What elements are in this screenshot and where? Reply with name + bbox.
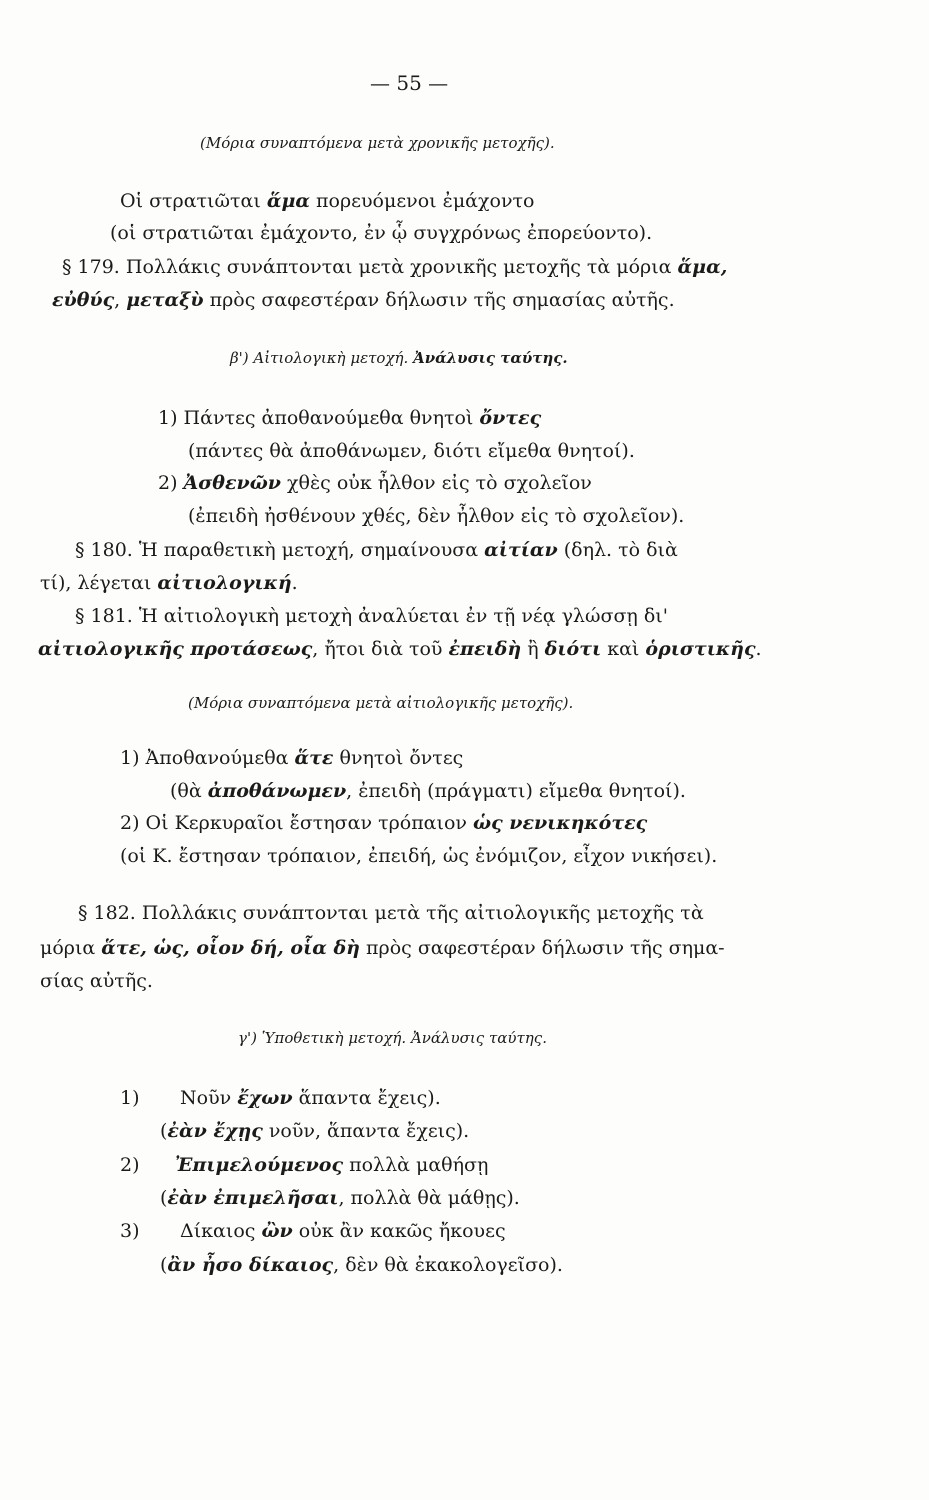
text: Ἀνάλυσις ταύτης.	[406, 1029, 547, 1047]
particle-example-2-paraphrase: (οἱ Κ. ἔστησαν τρόπαιον, ἐπειδή, ὡς ἐνόμιζον, εἶχον νικήσει).	[120, 845, 718, 867]
example-temporal-line	[120, 188, 534, 214]
keyword: ἅτε, ὡς, οἷον δή, οἷα δὴ	[101, 937, 360, 959]
conditional-example-3-paraphrase	[160, 1252, 563, 1278]
text: , πολλὰ θὰ μάθῃς).	[338, 1187, 520, 1209]
keyword: εὐθύς	[52, 289, 115, 311]
text: (	[160, 1254, 168, 1276]
section-179-line-2	[52, 287, 675, 313]
causal-example-1-paraphrase: (πάντες θὰ ἀποθάνωμεν, διότι εἴμεθα θνητοί).	[188, 440, 635, 462]
text: τί), λέγεται	[40, 572, 158, 594]
keyword: διότι	[544, 638, 602, 660]
text: μόρια	[40, 937, 102, 959]
conditional-example-3	[180, 1218, 506, 1244]
text: νοῦν, ἅπαντα ἔχεις).	[262, 1120, 470, 1142]
conditional-number-1: 1)	[120, 1087, 140, 1109]
text: (θὰ	[170, 780, 208, 802]
section-182-line-2	[40, 935, 725, 961]
keyword: ὁριστικῆς	[645, 638, 756, 660]
section-182-line-1: § 182. Πολλάκις συνάπτονται μετὰ τῆς αἰτιολογικῆς μετοχῆς τὰ	[78, 902, 704, 924]
heading-temporal-particles: (Μόρια συναπτόμενα μετὰ χρονικῆς μετοχῆς).	[200, 134, 555, 152]
text: (	[160, 1120, 168, 1142]
conditional-example-2	[175, 1152, 488, 1178]
text: .	[291, 572, 298, 594]
text: .	[755, 638, 762, 660]
text: Δίκαιος	[180, 1220, 262, 1242]
keyword: αἰτιολογικῆς προτάσεως	[38, 638, 313, 660]
text: § 179. Πολλάκις συνάπτονται μετὰ χρονικῆς μετοχῆς τὰ μόρια	[62, 256, 678, 278]
keyword: αἰτίαν	[484, 539, 558, 561]
text: καὶ	[601, 638, 646, 660]
conditional-number-2: 2)	[120, 1154, 140, 1176]
keyword: ἂν ἦσο δίκαιος	[167, 1254, 334, 1276]
text: 2)	[158, 472, 184, 494]
text: πορευόμενοι ἐμάχοντο	[310, 190, 535, 212]
keyword: ἅμα	[266, 190, 310, 212]
keyword: ἐπειδὴ	[448, 638, 522, 660]
conditional-example-1-paraphrase	[160, 1118, 469, 1144]
heading-causal-particles: (Μόρια συναπτόμενα μετὰ αἰτιολογικῆς μετοχῆς).	[188, 694, 574, 712]
keyword: Ἀσθενῶν	[183, 472, 281, 494]
text: χθὲς οὐκ ἦλθον εἰς τὸ σχολεῖον	[280, 472, 592, 494]
section-180-line-2	[40, 570, 298, 596]
text: 2) Οἱ Κερκυραῖοι ἔστησαν τρόπαιον	[120, 812, 473, 834]
keyword: ἐὰν ἐπιμελῆσαι	[167, 1187, 339, 1209]
text: Οἱ στρατιῶται	[120, 190, 267, 212]
text: § 180. Ἡ παραθετικὴ μετοχή, σημαίνουσα	[75, 539, 485, 561]
keyword: ὡς νενικηκότες	[472, 812, 648, 834]
text: Ἀνάλυσις ταύτης.	[413, 349, 568, 367]
causal-example-1	[158, 405, 541, 431]
text: ἅπαντα ἔχεις).	[292, 1087, 441, 1109]
keyword: ἀποθάνωμεν	[207, 780, 347, 802]
text: Ὑποθετικὴ μετοχή.	[261, 1029, 407, 1047]
section-181-line-2	[38, 636, 762, 662]
text: γ')	[238, 1029, 262, 1047]
keyword: μεταξὺ	[126, 289, 204, 311]
heading-causal-participle	[230, 345, 568, 371]
particle-example-1	[120, 745, 463, 771]
page-number: — 55 —	[370, 71, 449, 95]
text: πρὸς σαφεστέραν δήλωσιν τῆς σημα-	[360, 937, 725, 959]
heading-conditional-participle	[238, 1025, 547, 1051]
section-180-line-1	[75, 537, 678, 563]
text: ἢ	[521, 638, 545, 660]
text: πολλὰ μαθήσῃ	[343, 1154, 489, 1176]
example-temporal-paraphrase: (οἱ στρατιῶται ἐμάχοντο, ἐν ᾧ συγχρόνως ἐπορεύοντο).	[110, 222, 653, 244]
text: Νοῦν	[180, 1087, 238, 1109]
text: 1) Ἀποθανούμεθα	[120, 747, 295, 769]
keyword: ἅμα,	[677, 256, 728, 278]
text: , δὲν θὰ ἐκακολογεῖσο).	[333, 1254, 563, 1276]
section-181-line-1: § 181. Ἡ αἰτιολογικὴ μετοχὴ ἀναλύεται ἐν τῇ νέᾳ γλώσσῃ δι'	[75, 605, 668, 627]
causal-example-2	[158, 470, 592, 496]
text: πρὸς σαφεστέραν δήλωσιν τῆς σημασίας αὐτῆς.	[203, 289, 675, 311]
particle-example-1-paraphrase	[170, 778, 686, 804]
keyword: ἐὰν ἔχῃς	[167, 1120, 263, 1142]
causal-example-2-paraphrase: (ἐπειδὴ ἠσθένουν χθές, δὲν ἦλθον εἰς τὸ σχολεῖον).	[188, 505, 685, 527]
text: ,	[114, 289, 127, 311]
keyword: αἰτιολογική	[157, 572, 292, 594]
text: 1) Πάντες ἀποθανούμεθα θνητοὶ	[158, 407, 480, 429]
conditional-example-2-paraphrase	[160, 1185, 520, 1211]
keyword: ὢν	[261, 1220, 293, 1242]
text: θνητοὶ ὄντες	[333, 747, 464, 769]
conditional-example-1	[180, 1085, 441, 1111]
text: , ἐπειδὴ (πράγματι) εἴμεθα θνητοί).	[346, 780, 686, 802]
conditional-number-3: 3)	[120, 1220, 140, 1242]
section-179-line-1	[62, 254, 727, 280]
keyword: ὄντες	[479, 407, 542, 429]
text: οὐκ ἂν κακῶς ἤκουες	[292, 1220, 506, 1242]
keyword: ἅτε	[294, 747, 334, 769]
section-182-line-3: σίας αὐτῆς.	[40, 970, 153, 992]
text: , ἤτοι διὰ τοῦ	[312, 638, 449, 660]
keyword: ἔχων	[237, 1087, 293, 1109]
particle-example-2	[120, 810, 647, 836]
keyword: Ἐπιμελούμενος	[175, 1154, 344, 1176]
text: (δηλ. τὸ διὰ	[557, 539, 678, 561]
text: β') Αἰτιολογικὴ μετοχή.	[230, 349, 414, 367]
text: (	[160, 1187, 168, 1209]
